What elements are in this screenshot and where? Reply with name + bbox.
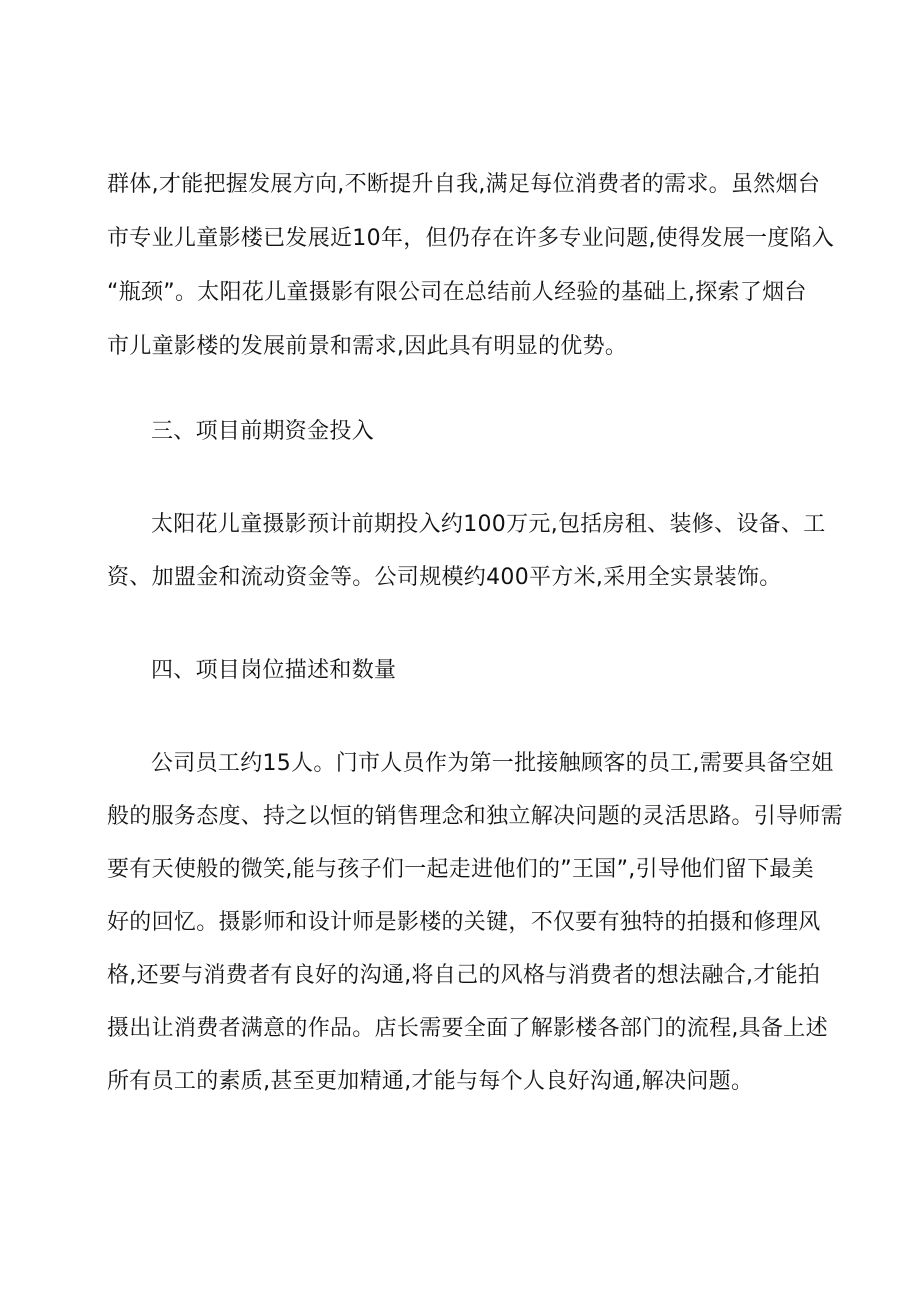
section-4-heading: 四、项目岗位描述和数量	[151, 658, 397, 683]
section-3-line: 太阳花儿童摄影预计前期投入约100万元,包括房租、装修、设备、工	[151, 512, 826, 537]
intro-line: 群体,才能把握发展方向,不断提升自我,满足每位消费者的需求。虽然烟台	[107, 172, 821, 197]
section-3-line: 资、加盟金和流动资金等。公司规模约400平方米,采用全实景装饰。	[107, 565, 782, 590]
intro-line: 市儿童影楼的发展前景和需求,因此具有明显的优势。	[107, 334, 628, 359]
section-4-line: 要有天使般的微笑,能与孩子们一起走进他们的”王国”,引导他们留下最美	[107, 857, 814, 882]
intro-line: “瓶颈”。太阳花儿童摄影有限公司在总结前人经验的基础上,探索了烟台	[107, 280, 807, 305]
section-4-line: 所有员工的素质,甚至更加精通,才能与每个人良好沟通,解决问题。	[107, 1069, 754, 1094]
section-3-heading: 三、项目前期资金投入	[151, 419, 375, 444]
section-4-line: 公司员工约15人。门市人员作为第一批接触顾客的员工,需要具备空姐	[151, 751, 834, 776]
section-4-line: 摄出让消费者满意的作品。店长需要全面了解影楼各部门的流程,具备上述	[107, 1016, 828, 1041]
intro-line: 市专业儿童影楼已发展近10年，但仍存在许多专业问题,使得发展一度陷入	[107, 226, 835, 251]
section-4-line: 好的回忆。摄影师和设计师是影楼的关键，不仅要有独特的拍摄和修理风	[107, 910, 821, 935]
section-4-line: 格,还要与消费者有良好的沟通,将自己的风格与消费者的想法融合,才能拍	[107, 963, 821, 988]
section-4-line: 般的服务态度、持之以恒的销售理念和独立解决问题的灵活思路。引导师需	[107, 804, 843, 829]
